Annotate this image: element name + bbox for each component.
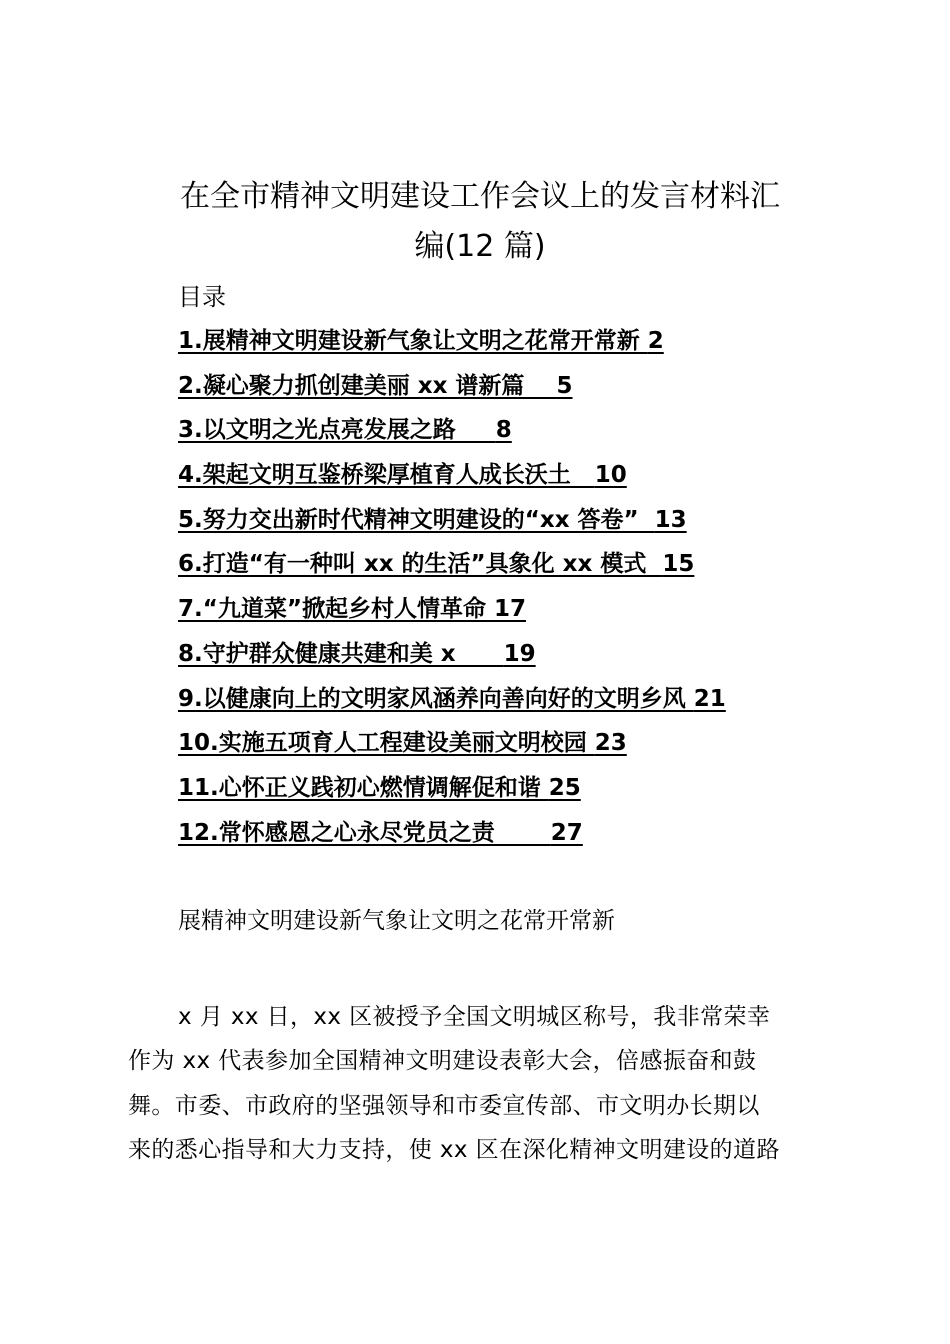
toc-entry-label: 9.以健康向上的文明家风涵养向善向好的文明乡风 — [178, 685, 694, 712]
toc-entry-label: 2.凝心聚力抓创建美丽 xx 谱新篇 — [178, 372, 557, 399]
toc-entry-page: 2 — [647, 328, 664, 354]
body-line: 舞。市委、市政府的坚强领导和市委宣传部、市文明办长期以 — [128, 1092, 760, 1119]
toc-entry-page: 10 — [594, 462, 627, 489]
toc-entry-label: 4.架起文明互鉴桥梁厚植育人成长沃土 — [178, 462, 595, 489]
toc-entry-label: 6.打造“有一种叫 xx 的生活”具象化 xx 模式 — [178, 551, 663, 578]
toc-entry-label: 7.“九道菜”掀起乡村人情革命 — [178, 596, 494, 623]
toc-entry-5[interactable] — [178, 504, 726, 549]
toc-entry-12[interactable] — [178, 817, 726, 862]
toc-entry-label: 12.常怀感恩之心永尽党员之责 — [178, 819, 551, 846]
toc-entry-3[interactable] — [178, 414, 726, 459]
toc-entry-2[interactable] — [178, 370, 726, 415]
toc-entry-page: 17 — [493, 596, 526, 623]
body-line: 来的悉心指导和大力支持，使 xx 区在深化精神文明建设的道路 — [128, 1136, 780, 1163]
toc-entry-page: 19 — [503, 640, 536, 667]
body-line: x 月 xx 日，xx 区被授予全国文明城区称号，我非常荣幸 — [178, 1004, 771, 1030]
body-line: 作为 xx 代表参加全国精神文明建设表彰大会，倍感振奋和鼓 — [128, 1048, 757, 1075]
toc-entry-page: 15 — [662, 551, 695, 578]
toc-entry-7[interactable] — [178, 593, 726, 638]
section-title: 展精神文明建设新气象让文明之花常开常新 — [178, 908, 615, 934]
toc-entry-label: 5.努力交出新时代精神文明建设的“xx 答卷” — [178, 506, 655, 533]
toc-entry-label: 3.以文明之光点亮发展之路 — [178, 417, 496, 444]
toc-entry-page: 5 — [556, 372, 573, 399]
toc-entry-page: 25 — [548, 774, 581, 801]
toc-entry-page: 13 — [654, 506, 687, 533]
toc-entry-page: 21 — [693, 685, 726, 712]
toc-entry-4[interactable] — [178, 459, 726, 504]
toc-entry-label: 11.心怀正义践初心燃情调解促和谐 — [178, 774, 549, 801]
document-title-line-2: 编(12 篇) — [414, 229, 546, 264]
toc-entry-10[interactable] — [178, 727, 726, 772]
toc-entry-page: 23 — [594, 730, 627, 757]
toc-entry-label: 1.展精神文明建设新气象让文明之花常开常新 — [178, 328, 648, 354]
toc-heading: 目录 — [178, 283, 226, 311]
toc-entry-label: 10.实施五项育人工程建设美丽文明校园 — [178, 730, 595, 757]
toc-entry-page: 27 — [550, 819, 583, 846]
toc-entry-8[interactable] — [178, 638, 726, 683]
toc-entry-label: 8.守护群众健康共建和美 x — [178, 640, 504, 667]
toc-entry-page: 8 — [495, 417, 512, 444]
toc-entry-6[interactable] — [178, 548, 726, 593]
toc-entry-1[interactable] — [178, 325, 726, 370]
table-of-contents — [178, 325, 726, 861]
document-title-line-1: 在全市精神文明建设工作会议上的发言材料汇 — [180, 179, 780, 214]
body-paragraph — [128, 995, 840, 1172]
toc-entry-11[interactable] — [178, 772, 726, 817]
toc-entry-9[interactable] — [178, 683, 726, 728]
